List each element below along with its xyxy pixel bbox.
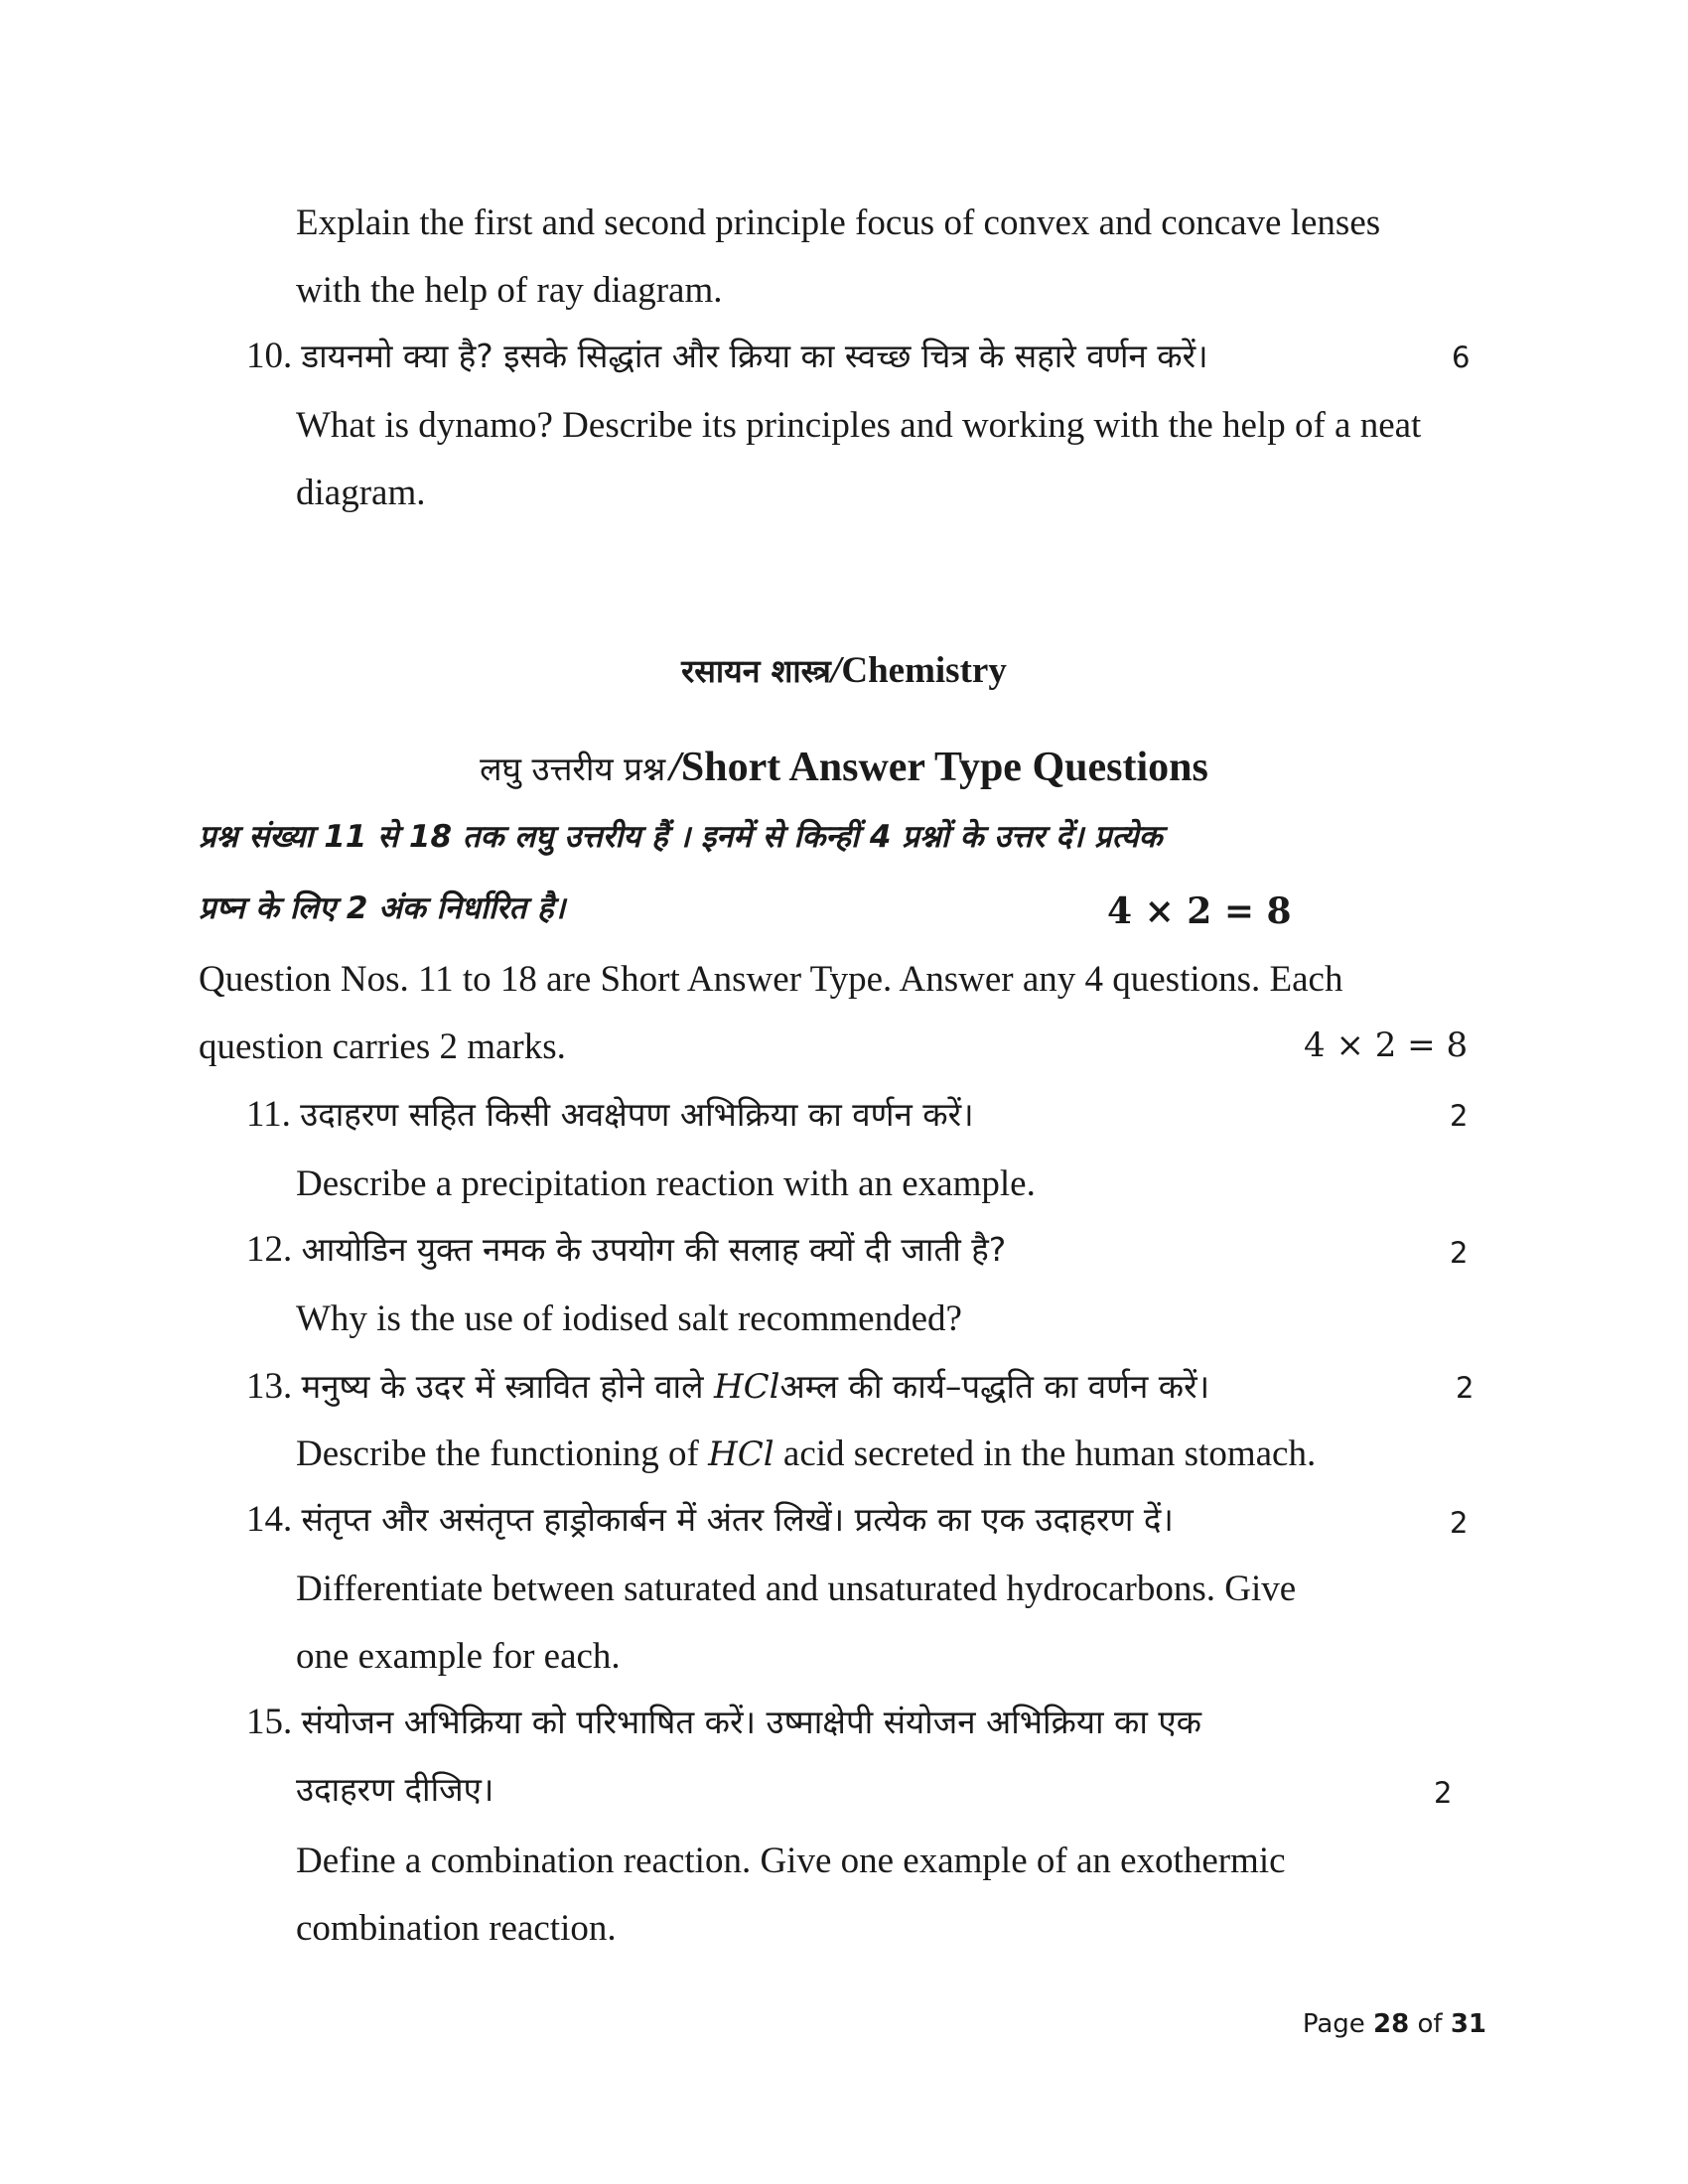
question-13-hindi (246, 1368, 1209, 1405)
section-subtitle-separator: / (669, 745, 681, 790)
question-10-english-line1: What is dynamo? Describe its principles and working with the help of a neat (296, 405, 1422, 446)
instructions-hindi-line1: प्रश्न संख्या 11 से 18 तक लघु उत्तरीय हैं । इनमें से किन्हीं 4 प्रश्नों के उत्तर दें। प्रत्येक (199, 819, 1163, 855)
question-number: 10. (246, 336, 293, 376)
instructions-english-line1: Question Nos. 11 to 18 are Short Answer Type. Answer any 4 questions. Each (199, 959, 1343, 1000)
question-hindi-text: डायनमो क्या है? इसके सिद्धांत और क्रिया का स्वच्छ चित्र के सहारे वर्णन करें। (301, 337, 1208, 375)
question-14-marks: 2 (1450, 1506, 1469, 1540)
question-hindi-text: संयोजन अभिक्रिया को परिभाषित करें। उष्माक्षेपी संयोजन अभिक्रिया का एक (301, 1703, 1202, 1741)
question-number: 14. (246, 1499, 293, 1540)
hcl-formula: HCl (713, 1367, 780, 1407)
question-10-marks: 6 (1452, 341, 1471, 374)
question-number: 13. (246, 1366, 293, 1407)
section-title-hindi: रसायन शास्त्र (681, 652, 831, 690)
question-10-english-line2: diagram. (296, 473, 426, 513)
section-subtitle (0, 747, 1688, 788)
instructions-hindi-marks: 4 × 2 = 8 (1107, 890, 1292, 932)
question-number: 12. (246, 1229, 293, 1270)
section-subtitle-english: Short Answer Type Questions (680, 745, 1208, 790)
question-13-marks: 2 (1456, 1371, 1475, 1405)
section-title (0, 651, 1688, 689)
page-middle: of (1409, 2009, 1451, 2039)
question-hindi-text: संतृप्त और असंतृप्त हाड्रोकार्बन में अंतर लिखें। प्रत्येक का एक उदाहरण दें। (301, 1500, 1174, 1539)
section-title-separator: / (830, 649, 842, 691)
instructions-hindi-line2: प्रष्न के लिए 2 अंक निर्धारित है। (199, 890, 566, 926)
hcl-formula: HCl (708, 1434, 774, 1474)
question-number: 15. (246, 1702, 293, 1742)
question-15-english-line1: Define a combination reaction. Give one example of an exothermic (296, 1841, 1286, 1881)
question-14-english-line1: Differentiate between saturated and unsaturated hydrocarbons. Give (296, 1569, 1297, 1609)
question-12-hindi (246, 1231, 1006, 1268)
question-11-marks: 2 (1450, 1099, 1469, 1133)
q9-english-line1: Explain the first and second principle focus of convex and concave lenses (296, 203, 1381, 243)
question-hindi-text-end: अम्ल की कार्य–पद्धति का वर्णन करें। (779, 1367, 1210, 1406)
question-english-text-end: acid secreted in the human stomach. (774, 1433, 1317, 1474)
question-english-text-start: Describe the functioning of (296, 1433, 709, 1474)
question-15-english-line2: combination reaction. (296, 1908, 617, 1949)
question-hindi-text: उदाहरण सहित किसी अवक्षेपण अभिक्रिया का वर्णन करें। (300, 1095, 974, 1134)
instructions-english-marks: 4 × 2 = 8 (1304, 1025, 1469, 1065)
question-15-hindi-line2: उदाहरण दीजिए। (296, 1770, 494, 1809)
question-13-english (296, 1435, 1316, 1472)
question-15-hindi-line1 (246, 1704, 1201, 1740)
section-title-english: Chemistry (841, 650, 1007, 691)
page-current: 28 (1373, 2009, 1410, 2039)
q9-english-line2: with the help of ray diagram. (296, 270, 723, 311)
question-10-hindi (246, 338, 1208, 374)
page-prefix: Page (1302, 2009, 1374, 2039)
question-14-english-line2: one example for each. (296, 1636, 621, 1677)
page-total: 31 (1450, 2009, 1486, 2039)
question-11-hindi (246, 1096, 974, 1133)
question-hindi-text: आयोडिन युक्त नमक के उपयोग की सलाह क्यों दी जाती है? (301, 1230, 1007, 1269)
question-12-marks: 2 (1450, 1236, 1469, 1270)
question-15-marks: 2 (1434, 1776, 1453, 1810)
question-14-hindi (246, 1501, 1174, 1538)
question-hindi-text-start: मनुष्य के उदर में स्त्रावित होने वाले (301, 1367, 714, 1406)
question-number: 11. (246, 1094, 291, 1135)
question-11-english: Describe a precipitation reaction with an example. (296, 1163, 1036, 1204)
question-12-english: Why is the use of iodised salt recommended? (296, 1298, 962, 1339)
section-subtitle-hindi: लघु उत्तरीय प्रश्न (480, 750, 666, 788)
page-number (1303, 2009, 1486, 2039)
instructions-english-line2: question carries 2 marks. (199, 1026, 566, 1067)
